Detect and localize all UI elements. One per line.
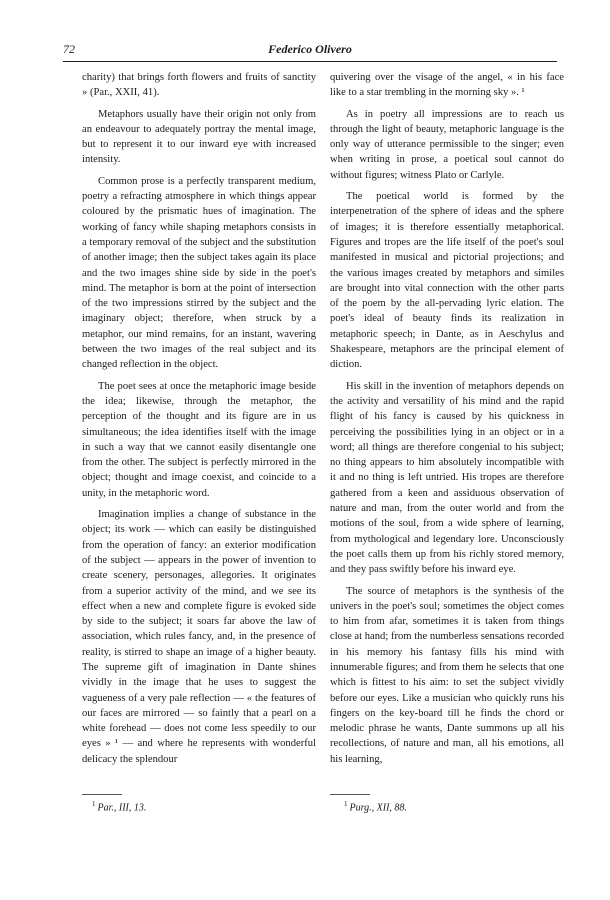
- paragraph: As in poetry all impressions are to reach us through the light of beauty, metaphoric language is the only way of utterance permissible to the singer; even when writing in prose, a poetical soul cannot do without figures; witness Plato or Carlyle.: [330, 108, 564, 181]
- paragraph: The poetical world is formed by the interpenetration of the sphere of ideas and the sphere of images; it is therefore essentially metaphorical. Figures and tropes are the life itself of the poet's soul manifested in musical and pictorial projections; and the various images created by metaphors and similes are brought into vital connection with the other parts of the poem by the all-pervading lyric elation. The poet's ideal of beauty finds its realization in metaphoric speech; in Dante, as in Aeschylus and Shakespeare, metaphors are the principal element of diction.: [330, 191, 564, 371]
- footnote-mark: 1: [92, 800, 96, 808]
- running-head: Federico Olivero: [268, 42, 352, 56]
- left-column: [82, 70, 316, 790]
- paragraph: quivering over the visage of the angel, « in his face like to a star trembling in the morning sky ». ¹: [330, 72, 564, 99]
- footnote-rule-right: [330, 794, 370, 795]
- paragraph: Imagination implies a change of substance in the object; its work — which can easily be distinguished from the operation of fancy: an exterior modification of the subject — appears in the power of invention to create scenery, personages, allegories. It originates from a superior activity of the mind, and we see its effect when a new and complete figure is evoked side by side to the subject; it soars far above the law of association, which rules fancy, and, in the presence of reality, is stirred to shape an image of a higher beauty. The supreme gift of imagination in Dante shines vividly in the image that he uses to suggest the vagueness of a very pale reflection — « the features of our faces are mirrored — so faintly that a pearl on a white forehead — does not come less speedily to our eyes » ¹ — and where he represents with wonderful delicacy the splendour: [82, 509, 316, 765]
- paragraph: The poet sees at once the metaphoric image beside the idea; likewise, through the metaphor, the perception of the thought and its figure are in us simultaneous; the idea identifies itself with the image in such a way that we cannot easily disentangle one from the other. The subject is perfectly mirrored in the object; thought and image coexist, and coincide to a unity, in the metaphoric word.: [82, 380, 316, 499]
- page-number: 72: [63, 42, 75, 56]
- footnote-left: [92, 800, 146, 813]
- paragraph: His skill in the invention of metaphors depends on the activity and versatility of his mind and the rapid flight of his fancy is caused by his quickness in perceiving the possibilities lying in an object or in a word; all things are therefore congenial to his subject; no thing appears to him absolutely incompatible with it and no thing is left untried. His tropes are therefore gathered from a keen and assiduous observation of nature and man, from the outer world and from the motions of the soul, from a wide sphere of learning, from mythological and legendary lore. Unconsciously the poet calls them up from his richly stored memory, and they pass swiftly before his inward eye.: [330, 380, 564, 576]
- paragraph: Metaphors usually have their origin not only from an endeavour to adequately portray the mental image, but to represent it to our inward eye with increased intensity.: [82, 108, 316, 166]
- page-header: [63, 42, 557, 62]
- paragraph: charity) that brings forth flowers and fruits of sanctity » (Par., XXII, 41).: [82, 72, 316, 99]
- right-column: [330, 70, 564, 790]
- footnote-mark: 1: [344, 800, 348, 808]
- footnote-text: Par., III, 13.: [97, 802, 147, 814]
- paragraph: The source of metaphors is the synthesis of the univers in the poet's soul; sometimes the object comes to him from afar, sometimes it is taken from things close at hand; from the numberless sensations recorded in his memory his fantasy fills his mind with innumerable figures; and from them he selects that one which is fittest to his aim: to set the subject vividly before our eyes. Like a musician who quickly runs his fingers on the key-board till he finds the chord or melodic phrase he wants, Dante summons up all his recollections, of nature and man, all his emotions, all his learning,: [330, 585, 564, 765]
- footnote-text: Purg., XII, 88.: [349, 802, 407, 814]
- footnote-right: [344, 800, 407, 813]
- header-rule: [63, 61, 557, 62]
- paragraph: Common prose is a perfectly transparent medium, poetry a refracting atmosphere in which things appear coloured by the prismatic hues of imagination. The working of fancy while shaping metaphors consists in a temporary removal of the subject and the substitution of another image; then the subject takes again its place and the two images shine side by side in the poet's mind. The metaphor is born at the point of intersection of the two impressions stirred by the subject and the imaginary object; therefore, when struck by a metaphor, our mind remains, for an instant, wavering between the two images of the real subject and its changed reflection in the object.: [82, 175, 316, 371]
- footnote-rule-left: [82, 794, 122, 795]
